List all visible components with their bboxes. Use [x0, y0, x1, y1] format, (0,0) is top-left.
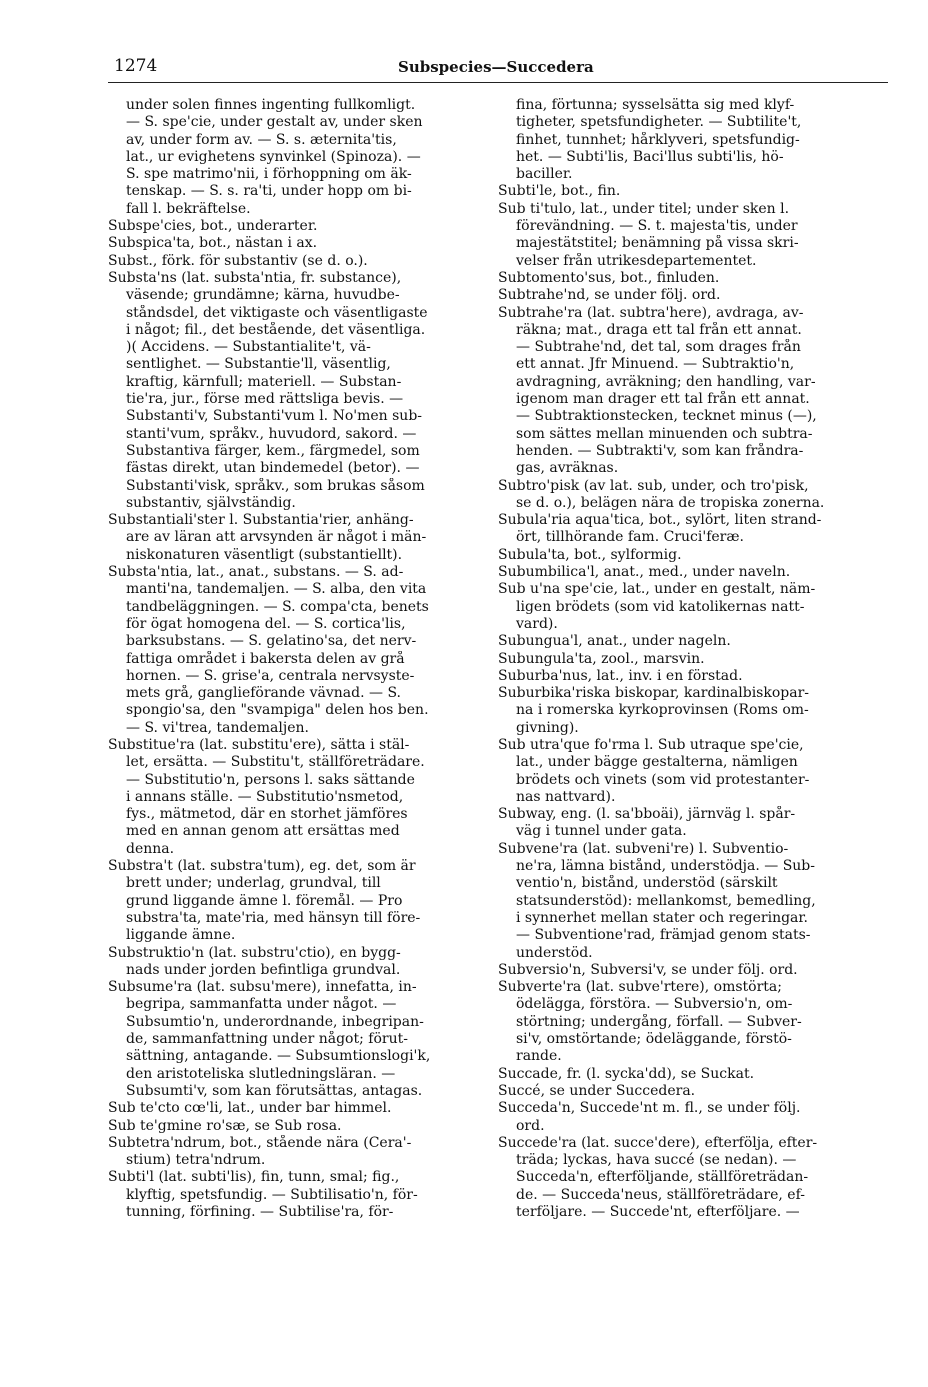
- text-line: Subumbilica'l, anat., med., under naveln.: [498, 564, 791, 581]
- text-line: Subtrahe'nd, se under följ. ord.: [498, 287, 721, 304]
- text-line: Subungua'l, anat., under nageln.: [498, 633, 731, 650]
- text-line: — S. spe'cie, under gestalt av, under sken: [126, 114, 423, 131]
- text-line: velser från utrikesdepartementet.: [516, 252, 757, 269]
- text-line: let, ersätta. — Substitu't, ställföreträdare.: [126, 754, 425, 771]
- text-line: av, under form av. — S. s. æternita'tis,: [126, 131, 397, 148]
- left-column: [108, 97, 484, 1221]
- text-line: Suburbika'riska biskopar, kardinalbiskopar-: [498, 685, 810, 702]
- text-line: fattiga området i bakersta delen av grå: [126, 650, 405, 667]
- text-line: nas nattvard).: [516, 788, 616, 805]
- text-line: — Subtraktionstecken, tecknet minus (—),: [516, 408, 817, 425]
- text-line: Subtomento'sus, bot., finluden.: [498, 269, 720, 286]
- text-line: fina, förtunna; sysselsätta sig med klyf-: [516, 97, 795, 113]
- text-line: si'v, omstörtande; ödeläggande, förstö-: [516, 1031, 792, 1048]
- text-line: Subspica'ta, bot., nästan i ax.: [108, 235, 318, 252]
- text-line: fys., mätmetod, där en storhet jämföres: [126, 806, 408, 823]
- text-line: kraftig, kärnfull; materiell. — Substan-: [126, 373, 402, 390]
- text-line: fästas direkt, utan bindemedel (betor). —: [126, 460, 420, 477]
- text-line: Subti'le, bot., fin.: [498, 183, 621, 200]
- text-line: hornen. — S. grise'a, centrala nervsyste-: [126, 667, 415, 684]
- text-line: Succade, fr. (l. sycka'dd), se Suckat.: [498, 1065, 755, 1082]
- text-line: majestätstitel; benämning på vissa skri-: [516, 235, 799, 252]
- text-line: sättning, antagande. — Subsumtionslogi'k,: [126, 1048, 431, 1065]
- text-line: räkna; mat., draga ett tal från ett annat.: [516, 321, 802, 338]
- text-line: träda; lyckas, hava succé (se nedan). —: [516, 1152, 797, 1169]
- text-line: terföljare. — Succede'nt, efterföljare. —: [516, 1204, 800, 1220]
- text-line: barksubstans. — S. gelatino'sa, det nerv-: [126, 633, 417, 650]
- text-line: Subspe'cies, bot., underarter.: [108, 218, 318, 235]
- text-line: brödets och vinets (som vid protestanter-: [516, 771, 810, 788]
- text-line: — S. vi'trea, tandemaljen.: [126, 719, 309, 736]
- text-line: avdragning, avräkning; den handling, var-: [516, 373, 816, 390]
- text-line: i annans ställe. — Substitutio'nsmetod,: [126, 788, 404, 805]
- text-line: Subsumti'v, som kan förutsättas, antagas.: [126, 1082, 423, 1099]
- text-line: Subsumtio'n, underordnande, inbegripan-: [126, 1013, 424, 1030]
- text-line: som sättes mellan minuenden och subtra-: [516, 425, 813, 442]
- text-line: klyftig, spetsfundig. — Subtilisatio'n, för-: [126, 1186, 418, 1203]
- text-line: lat., ur evighetens synvinkel (Spinoza). —: [126, 148, 421, 165]
- text-line: — Subventione'rad, främjad genom stats-: [516, 927, 811, 944]
- text-line: Succé, se under Succedera.: [498, 1082, 696, 1099]
- text-line: mets grå, ganglieförande vävnad. — S.: [126, 685, 401, 702]
- text-line: rande.: [516, 1048, 562, 1065]
- text-line: Succede'ra (lat. succe'dere), efterfölja, efter-: [498, 1134, 818, 1151]
- text-line: gas, avräknas.: [516, 460, 619, 477]
- text-line: Subsume'ra (lat. subsu'mere), innefatta, in-: [108, 979, 417, 996]
- text-line: Substantiva färger, kem., färgmedel, som: [126, 442, 420, 459]
- text-line: stanti'vum, språkv., huvudord, sakord. —: [126, 425, 417, 442]
- text-line: are av läran att arvsynden är något i män-: [126, 529, 427, 546]
- text-line: Sub utra'que fo'rma l. Sub utraque spe'cie,: [498, 736, 804, 753]
- text-line: tunning, förfining. — Subtilise'ra, för-: [126, 1204, 394, 1220]
- text-line: Substra't (lat. substra'tum), eg. det, som är: [108, 858, 416, 875]
- text-line: nads under jorden befintliga grundval.: [126, 961, 401, 978]
- text-line: tie'ra, jur., förse med rättsliga bevis. —: [126, 391, 404, 408]
- text-line: begripa, sammanfatta under något. —: [126, 996, 397, 1013]
- text-line: statsunderstöd): mellankomst, bemedling,: [516, 892, 816, 909]
- text-line: Subversio'n, Subversi'v, se under följ. ord.: [498, 961, 798, 978]
- text-line: substra'ta, mate'ria, med hänsyn till före-: [126, 909, 421, 926]
- text-line: Subvene'ra (lat. subveni're) l. Subventio-: [498, 840, 789, 857]
- text-line: ståndsdel, det viktigaste och väsentligaste: [126, 304, 428, 321]
- page-header: [108, 52, 888, 80]
- text-line: den aristoteliska slutledningsläran. —: [126, 1065, 396, 1082]
- text-line: med en annan genom att ersättas med: [126, 823, 400, 840]
- text-line: Subst., förk. för substantiv (se d. o.).: [108, 252, 368, 269]
- text-line: väg i tunnel under gata.: [516, 823, 687, 840]
- text-line: givning).: [516, 719, 579, 736]
- text-line: denna.: [126, 840, 175, 857]
- text-line: spongio'sa, den "svampiga" delen hos ben.: [126, 702, 429, 719]
- text-line: henden. — Subtrakti'v, som kan fråndra-: [516, 442, 804, 459]
- text-line: väsende; grundämne; kärna, huvudbe-: [126, 287, 400, 304]
- text-line: Subula'ria aqua'tica, bot., sylört, liten strand-: [498, 512, 822, 529]
- text-line: na i romerska kyrkoprovinsen (Roms om-: [516, 702, 809, 719]
- text-line: Substruktio'n (lat. substru'ctio), en bygg-: [108, 944, 401, 961]
- text-line: ört, tillhörande fam. Cruci'feræ.: [516, 529, 744, 546]
- text-line: brett under; underlag, grundval, till: [126, 875, 381, 892]
- text-line: Substa'ns (lat. substa'ntia, fr. substance),: [108, 269, 402, 286]
- text-line: stium) tetra'ndrum.: [126, 1152, 266, 1169]
- text-line: understöd.: [516, 944, 593, 961]
- text-line: — Subtrahe'nd, det tal, som drages från: [516, 339, 801, 356]
- text-line: under solen finnes ingenting fullkomligt.: [126, 97, 416, 113]
- text-line: tenskap. — S. s. ra'ti, under hopp om bi-: [126, 183, 412, 200]
- text-line: fall l. bekräftelse.: [126, 200, 251, 217]
- text-line: ligen brödets (som vid katolikernas natt-: [516, 598, 805, 615]
- text-line: tandbeläggningen. — S. compa'cta, benets: [126, 598, 429, 615]
- text-line: Sub te'gmine ro'sæ, se Sub rosa.: [108, 1117, 342, 1134]
- running-head: Subspecies—Succedera: [398, 58, 594, 76]
- text-line: se d. o.), belägen nära de tropiska zonerna.: [516, 494, 825, 511]
- text-line: sentlighet. — Substantie'll, väsentlig,: [126, 356, 391, 373]
- text-line: Subverte'ra (lat. subve'rtere), omstörta;: [498, 979, 782, 996]
- text-line: ventio'n, bistånd, understöd (särskilt: [516, 875, 778, 892]
- text-line: i något; fil., det bestående, det väsentliga.: [126, 321, 426, 338]
- text-line: manti'na, tandemaljen. — S. alba, den vita: [126, 581, 427, 598]
- text-line: de. — Succeda'neus, ställföreträdare, ef-: [516, 1186, 805, 1203]
- text-line: substantiv, självständig.: [126, 494, 296, 511]
- text-line: ord.: [516, 1117, 545, 1134]
- text-line: Succeda'n, efterföljande, ställföreträdan-: [516, 1169, 809, 1186]
- text-line: )( Accidens. — Substantialite't, vä-: [126, 339, 371, 356]
- text-line: Subtro'pisk (av lat. sub, under, och tro'pisk,: [498, 477, 809, 494]
- text-line: Suburba'nus, lat., inv. i en förstad.: [498, 667, 743, 684]
- text-line: het. — Subti'lis, Baci'llus subti'lis, hö-: [516, 148, 784, 165]
- text-line: — Substitutio'n, persons l. saks sättande: [126, 771, 415, 788]
- header-rule: [108, 82, 888, 83]
- text-line: finhet, tunnhet; hårklyveri, spetsfundig-: [516, 131, 800, 148]
- right-column: [498, 97, 874, 1221]
- text-line: tigheter, spetsfundigheter. — Subtilite't,: [516, 114, 802, 131]
- text-line: S. spe matrimo'nii, i förhoppning om äk-: [126, 166, 412, 183]
- text-line: Substanti'v, Substanti'vum l. No'men sub-: [126, 408, 423, 425]
- text-line: Subti'l (lat. subti'lis), fin, tunn, smal; fig.,: [108, 1169, 400, 1186]
- text-line: Substanti'visk, språkv., som brukas såsom: [126, 477, 425, 494]
- text-line: Succeda'n, Succede'nt m. fl., se under följ.: [498, 1100, 801, 1117]
- text-line: Subtetra'ndrum, bot., stående nära (Cera'-: [108, 1134, 412, 1151]
- page-number: 1274: [114, 56, 158, 76]
- text-line: niskonaturen väsentligt (substantiellt).: [126, 546, 403, 563]
- text-line: lat., under bägge gestalterna, nämligen: [516, 754, 798, 771]
- text-line: för ögat homogena del. — S. cortica'lis,: [126, 615, 406, 632]
- text-line: Substantiali'ster l. Substantia'rier, anhäng-: [108, 512, 414, 529]
- text-line: ett annat. Jfr Minuend. — Subtraktio'n,: [516, 356, 795, 373]
- text-line: störtning; undergång, förfall. — Subver-: [516, 1013, 802, 1030]
- text-line: igenom man drager ett tal från ett annat.: [516, 391, 810, 408]
- text-line: Sub ti'tulo, lat., under titel; under sken l.: [498, 200, 790, 217]
- text-line: Substitue'ra (lat. substitu'ere), sätta i stäl-: [108, 736, 410, 753]
- text-line: vard).: [516, 615, 558, 632]
- text-line: baciller.: [516, 166, 573, 183]
- text-line: de, sammanfattning under något; förut-: [126, 1031, 408, 1048]
- text-line: Subtrahe'ra (lat. subtra'here), avdraga, av-: [498, 304, 804, 321]
- text-line: Substa'ntia, lat., anat., substans. — S. ad-: [108, 564, 404, 581]
- text-line: liggande ämne.: [126, 927, 236, 944]
- text-line: Subway, eng. (l. sa'bboäi), järnväg l. spår-: [498, 806, 796, 823]
- text-line: förevändning. — S. t. majesta'tis, under: [516, 218, 798, 235]
- text-line: ne'ra, lämna bistånd, understödja. — Sub-: [516, 858, 815, 875]
- text-line: Subula'ta, bot., sylformig.: [498, 546, 682, 563]
- text-line: ödelägga, förstöra. — Subversio'n, om-: [516, 996, 793, 1013]
- text-line: Subungula'ta, zool., marsvin.: [498, 650, 705, 667]
- text-line: i synnerhet mellan stater och regeringar.: [516, 909, 809, 926]
- text-line: Sub te'cto cœ'li, lat., under bar himmel.: [108, 1100, 392, 1117]
- text-line: grund liggande ämne l. föremål. — Pro: [126, 892, 403, 909]
- text-line: Sub u'na spe'cie, lat., under en gestalt, näm-: [498, 581, 816, 598]
